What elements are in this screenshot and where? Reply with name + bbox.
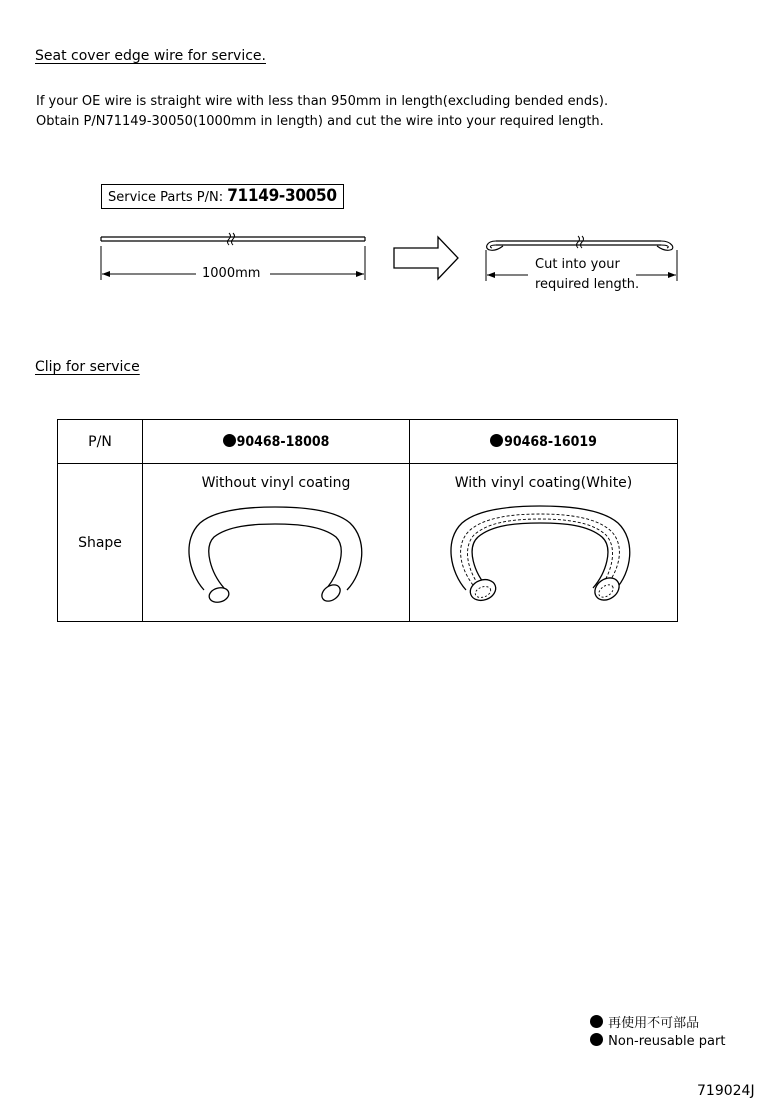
pn-header: P/N — [58, 420, 143, 464]
cut-label-line1: Cut into your — [535, 257, 620, 272]
edge-wire-heading: Seat cover edge wire for service. — [35, 48, 266, 64]
legend-english — [590, 1033, 725, 1049]
service-parts-number: 71149-30050 — [227, 186, 337, 206]
legend-japanese — [590, 1012, 699, 1031]
non-reusable-dot-icon — [590, 1015, 603, 1028]
figure-code: 719024J — [697, 1083, 755, 1099]
legend-english-text: Non-reusable part — [608, 1034, 726, 1049]
shape-header: Shape — [58, 464, 143, 622]
service-parts-label: Service Parts P/N: — [108, 190, 224, 205]
legend-japanese-text: 再使用不可部品 — [608, 1016, 700, 1031]
length-label: 1000mm — [202, 266, 261, 281]
non-reusable-dot-icon — [590, 1033, 603, 1046]
edge-wire-paragraph-line2: Obtain P/N71149-30050(1000mm in length) and cut the wire into your required length. — [36, 114, 604, 129]
description-1: Without vinyl coating — [201, 475, 351, 491]
cut-label-line2: required length. — [535, 277, 640, 292]
clip-heading: Clip for service — [35, 359, 140, 375]
part-number-2: 90468-16019 — [504, 433, 597, 450]
description-2: With vinyl coating(White) — [454, 475, 633, 491]
edge-wire-paragraph-line1: If your OE wire is straight wire with less than 950mm in length(excluding bended ends). — [36, 94, 609, 109]
part-number-1: 90468-18008 — [236, 433, 330, 450]
